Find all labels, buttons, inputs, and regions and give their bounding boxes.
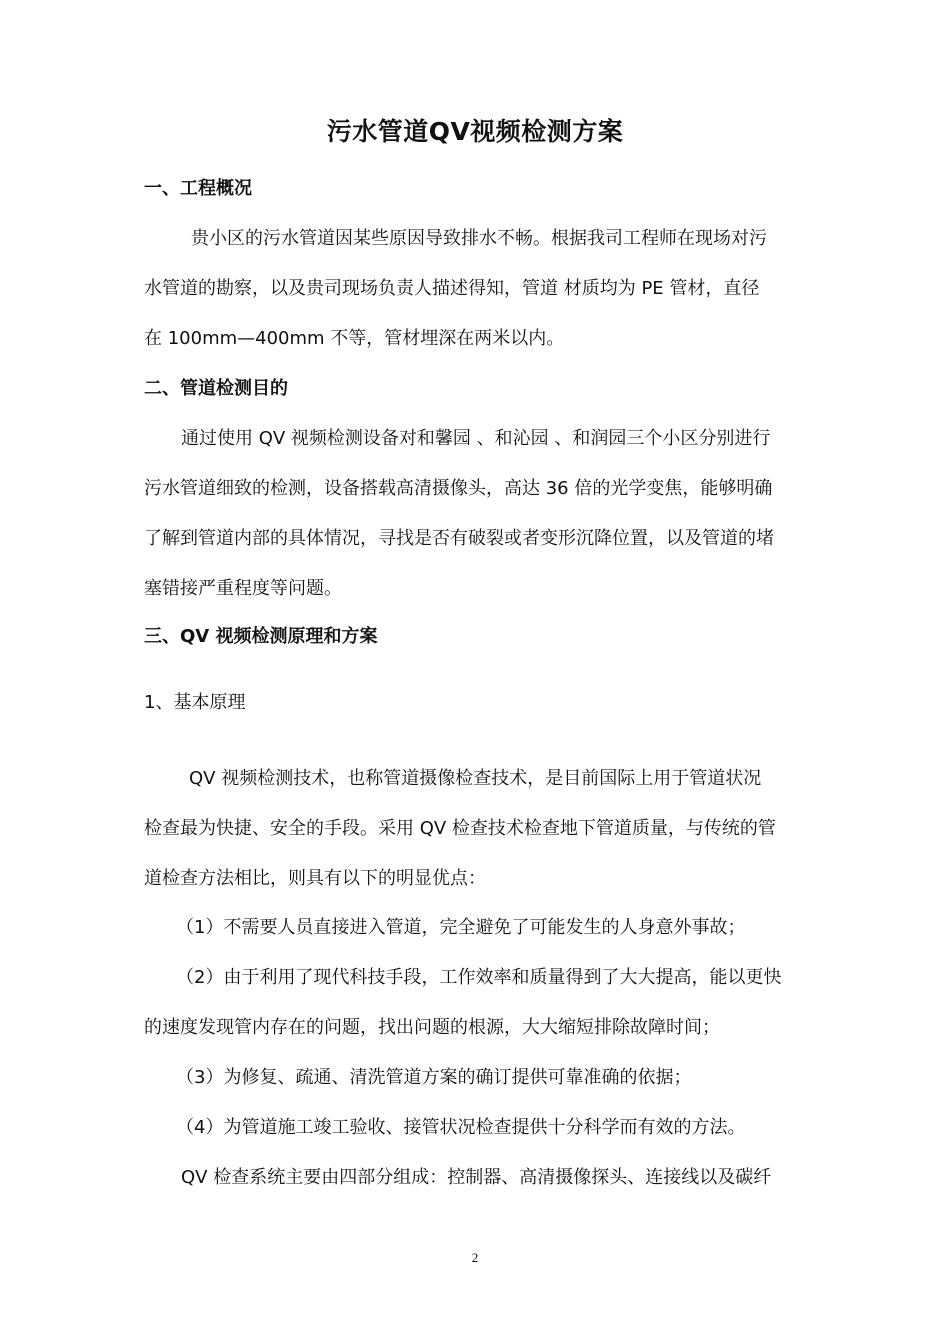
paragraph-line: QV 检查系统主要由四部分组成：控制器、高清摄像探头、连接线以及碳纤 xyxy=(181,1167,772,1188)
list-item: （2）由于利用了现代科技手段，工作效率和质量得到了大大提高，能以更快 xyxy=(176,967,782,988)
paragraph-line: 了解到管道内部的具体情况，寻找是否有破裂或者变形沉降位置，以及管道的堵 xyxy=(144,528,774,549)
section-heading-3: 三、QV 视频检测原理和方案 xyxy=(144,626,378,647)
paragraph-line: 道检查方法相比，则具有以下的明显优点： xyxy=(144,868,486,889)
list-item: （4）为管道施工竣工验收、接管状况检查提供十分科学而有效的方法。 xyxy=(176,1117,746,1138)
page-number: 2 xyxy=(471,1250,479,1265)
section-heading-1: 一、工程概况 xyxy=(144,178,252,199)
list-item: （1）不需要人员直接进入管道，完全避免了可能发生的人身意外事故； xyxy=(176,917,746,938)
paragraph-line: 在 100mm—400mm 不等，管材埋深在两米以内。 xyxy=(144,328,565,349)
document-title: 污水管道QV视频检测方案 xyxy=(326,117,624,146)
paragraph-line: 贵小区的污水管道因某些原因导致排水不畅。根据我司工程师在现场对污 xyxy=(191,228,767,249)
paragraph-line: 污水管道细致的检测，设备搭载高清摄像头，高达 36 倍的光学变焦，能够明确 xyxy=(144,478,773,499)
paragraph-line: 通过使用 QV 视频检测设备对和馨园 、和沁园 、和润园三个小区分别进行 xyxy=(181,428,771,449)
section-heading-2: 二、管道检测目的 xyxy=(144,378,288,399)
paragraph-line: 水管道的勘察，以及贵司现场负责人描述得知，管道 材质均为 PE 管材，直径 xyxy=(144,278,760,299)
paragraph-line: QV 视频检测技术，也称管道摄像检查技术，是目前国际上用于管道状况 xyxy=(189,768,762,789)
paragraph-line: 检查最为快捷、安全的手段。采用 QV 检查技术检查地下管道质量，与传统的管 xyxy=(144,818,776,839)
list-item: （3）为修复、疏通、清洗管道方案的确订提供可靠准确的依据； xyxy=(176,1067,692,1088)
paragraph-line: 的速度发现管内存在的问题，找出问题的根源，大大缩短排除故障时间； xyxy=(144,1017,720,1038)
paragraph-line: 塞错接严重程度等问题。 xyxy=(144,578,342,599)
subsection-heading-1: 1、基本原理 xyxy=(144,692,246,713)
